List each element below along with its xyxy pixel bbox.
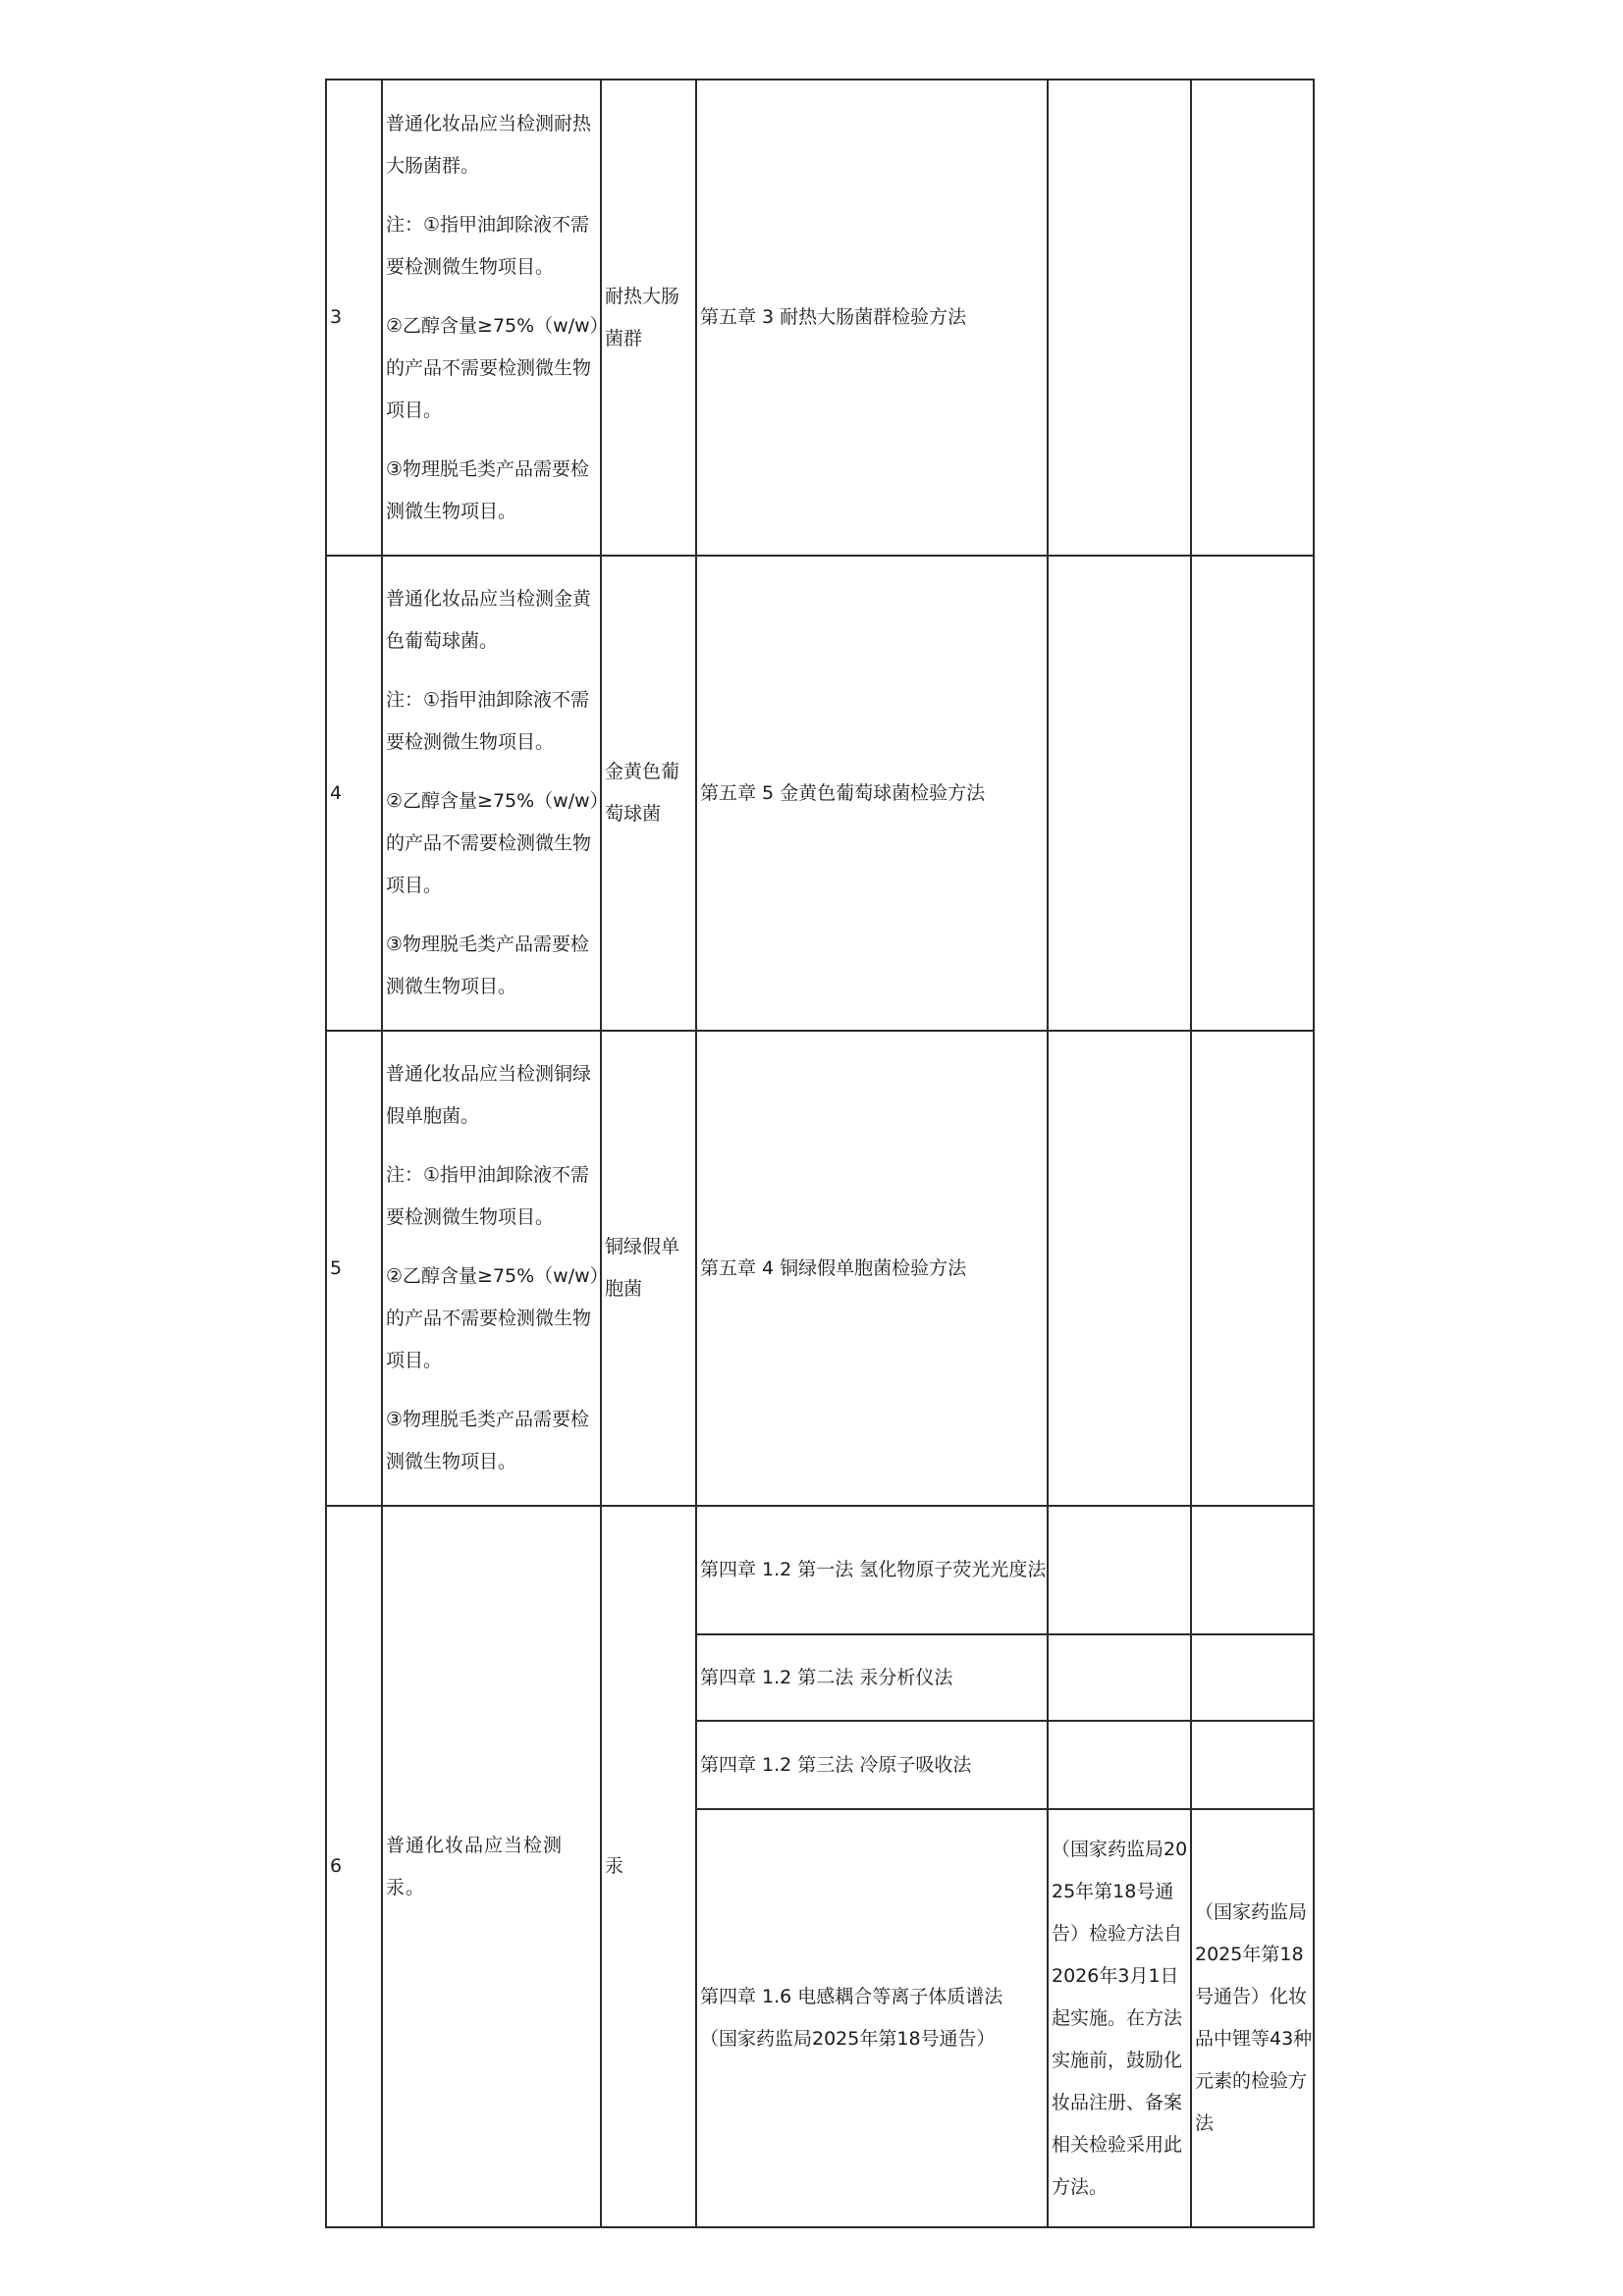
test-method: [696, 1809, 1048, 2227]
test-method-name: 第四章 1.6 电感耦合等离子体质谱法: [700, 1986, 1003, 2007]
table-row: [326, 1506, 1314, 1634]
implementation-note-cell: [1048, 1506, 1191, 1634]
implementation-note: （国家药监局2025年第18号通告）检验方法自2026年3月1日起实施。在方法实施前，鼓励化妆品注册、备案相关检验采用此方法。: [1048, 1809, 1191, 2227]
test-item: 铜绿假单胞菌: [601, 1031, 696, 1506]
requirement-lead: 普通化妆品应当检测耐热大肠菌群。: [386, 112, 592, 177]
table-row: [326, 1031, 1314, 1506]
reference-standard: （国家药监局2025年第18号通告）化妆品中锂等43种元素的检验方法: [1191, 1809, 1314, 2227]
test-method: 第四章 1.2 第二法 汞分析仪法: [696, 1634, 1048, 1721]
reference-cell: [1191, 1721, 1314, 1809]
test-item: 汞: [601, 1506, 696, 2227]
reference-cell: [1191, 556, 1314, 1031]
requirement-cell: [382, 80, 601, 556]
test-item: 耐热大肠菌群: [601, 80, 696, 556]
test-method-source: （国家药监局2025年第18号通告）: [700, 2028, 996, 2050]
table-row: [326, 556, 1314, 1031]
requirement-note: ②乙醇含量≥75%（w/w）的产品不需要检测微生物项目。: [386, 314, 600, 421]
reference-cell: [1191, 1506, 1314, 1634]
implementation-note-cell: [1048, 1031, 1191, 1506]
reference-cell: [1191, 1634, 1314, 1721]
test-method: 第五章 5 金黄色葡萄球菌检验方法: [696, 556, 1048, 1031]
implementation-note-cell: [1048, 1634, 1191, 1721]
requirement-note: 注：①指甲油卸除液不需要检测微生物项目。: [386, 689, 590, 753]
requirement-note: ②乙醇含量≥75%（w/w）的产品不需要检测微生物项目。: [386, 1265, 600, 1371]
row-number: 5: [326, 1031, 382, 1506]
requirement-note: ②乙醇含量≥75%（w/w）的产品不需要检测微生物项目。: [386, 790, 600, 896]
test-method: 第五章 3 耐热大肠菌群检验方法: [696, 80, 1048, 556]
row-number: 3: [326, 80, 382, 556]
test-method-table: [325, 79, 1315, 2228]
requirement-note: 注：①指甲油卸除液不需要检测微生物项目。: [386, 1164, 590, 1228]
test-method: 第四章 1.2 第一法 氢化物原子荧光光度法: [696, 1506, 1048, 1634]
implementation-note-cell: [1048, 80, 1191, 556]
requirement-note: ③物理脱毛类产品需要检测微生物项目。: [386, 457, 590, 522]
reference-cell: [1191, 1031, 1314, 1506]
requirement-cell: 普通化妆品应当检测汞。: [382, 1506, 601, 2227]
reference-cell: [1191, 80, 1314, 556]
requirement-note: ③物理脱毛类产品需要检测微生物项目。: [386, 1409, 590, 1472]
test-method: 第四章 1.2 第三法 冷原子吸收法: [696, 1721, 1048, 1809]
row-number: 4: [326, 556, 382, 1031]
requirement-note: ③物理脱毛类产品需要检测微生物项目。: [386, 934, 590, 997]
implementation-note-cell: [1048, 1721, 1191, 1809]
requirement-cell: [382, 556, 601, 1031]
requirement-lead: 普通化妆品应当检测金黄色葡萄球菌。: [386, 588, 592, 652]
test-item: 金黄色葡萄球菌: [601, 556, 696, 1031]
requirement-note: 注：①指甲油卸除液不需要检测微生物项目。: [386, 213, 590, 278]
requirement-lead: 普通化妆品应当检测铜绿假单胞菌。: [386, 1063, 592, 1127]
row-number: 6: [326, 1506, 382, 2227]
implementation-note-cell: [1048, 556, 1191, 1031]
requirement-cell: [382, 1031, 601, 1506]
table-row: [326, 80, 1314, 556]
test-method: 第五章 4 铜绿假单胞菌检验方法: [696, 1031, 1048, 1506]
